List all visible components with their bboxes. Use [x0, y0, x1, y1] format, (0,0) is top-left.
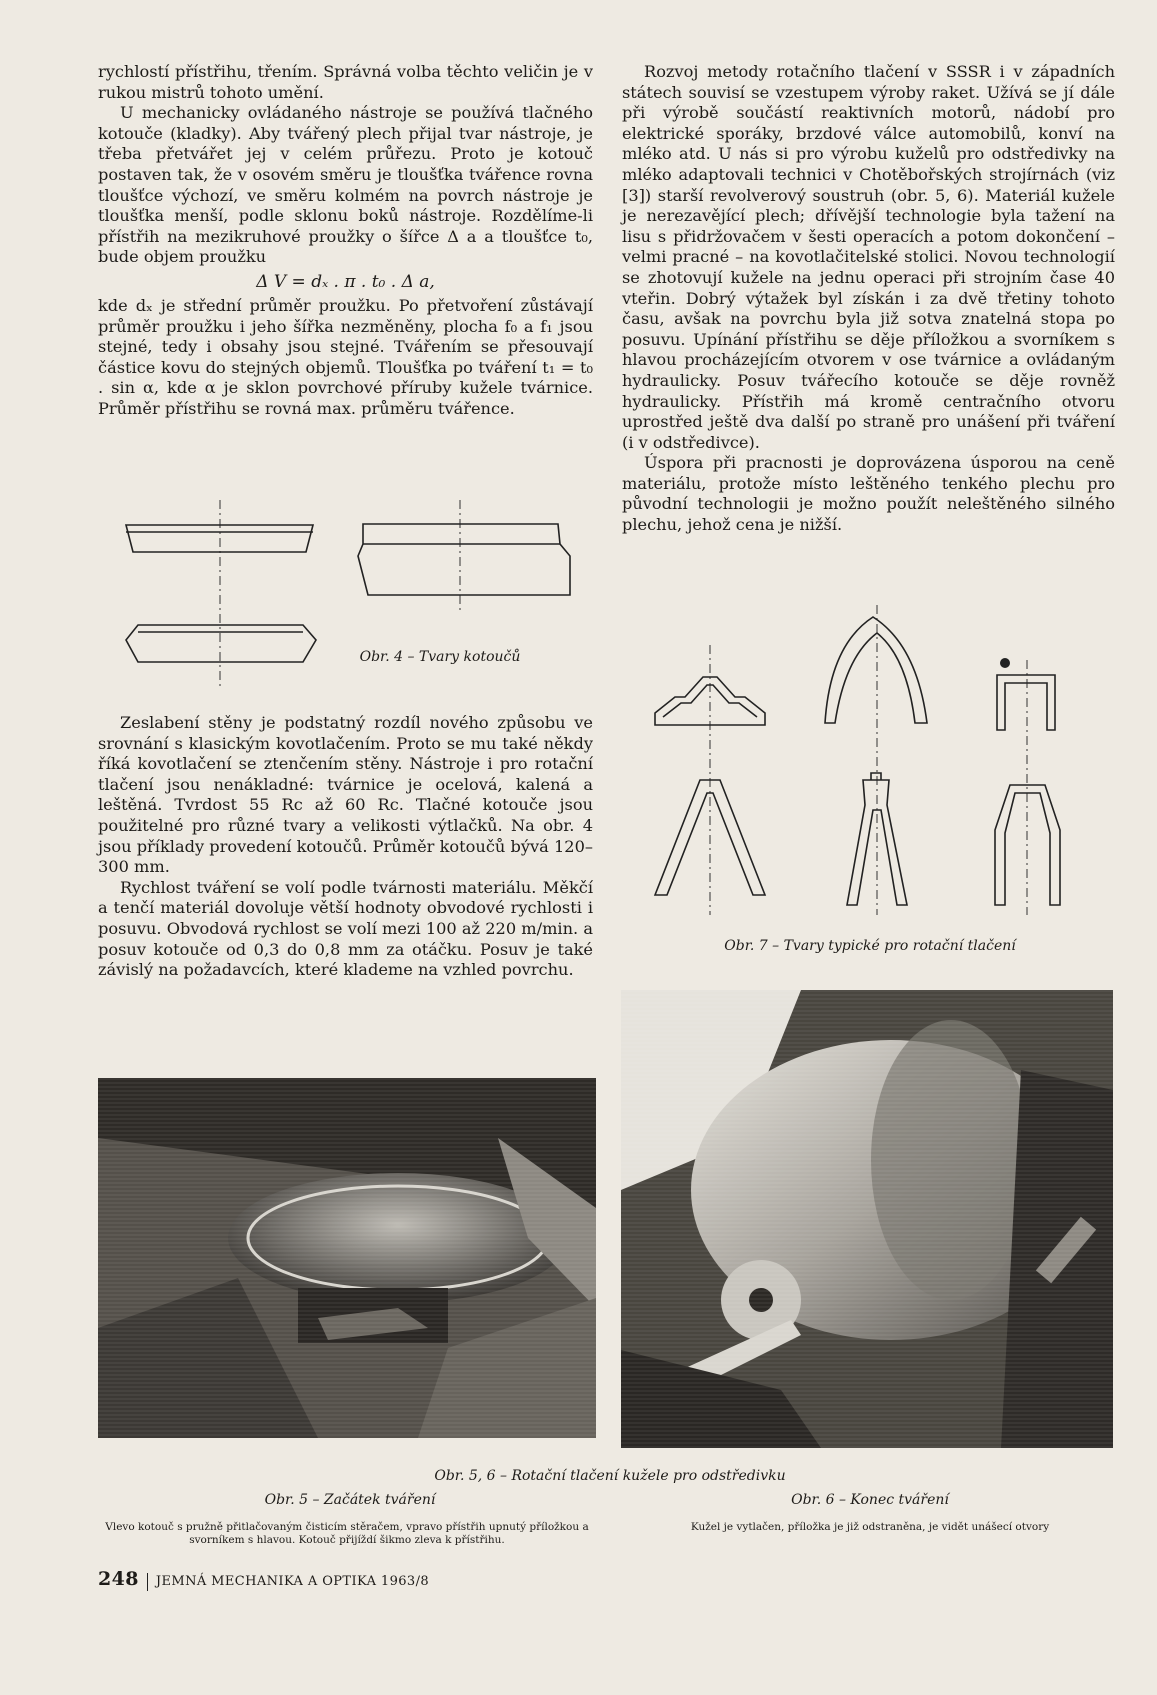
figure-7-typical-shapes [645, 605, 1085, 925]
figure-5-6-caption: Obr. 5, 6 – Rotační tlačení kužele pro odstředivku [434, 1468, 786, 1484]
page-footer [98, 1568, 429, 1591]
page-number: 248 [98, 1568, 139, 1590]
figure-6-note: Kužel je vytlačen, příložka je již odstraněna, je vidět unášecí otvory [690, 1521, 1050, 1533]
paragraph: Úspora při pracnosti je doprovázena úsporou na ceně materiálu, protože místo leštěného tenkého plechu pro původní technologii je možno použít neleštěného silného plechu, jehož cena je nižší. [622, 453, 1115, 535]
figure-6-caption: Obr. 6 – Konec tváření [791, 1492, 949, 1508]
paragraph: Rychlost tváření se volí podle tvárnosti materiálu. Měkčí a tenčí materiál dovoluje větší hodnoty obvodové rychlosti i posuvu. Obvodová rychlost se volí mezi 100 až 220 m/min. a posuv kotouče od 0,3 do 0,8 mm za otáčku. Posuv je také závislý na požadavcích, které klademe na vzhled povrchu. [98, 877, 593, 980]
right-column [622, 62, 1115, 536]
paragraph: Zeslabení stěny je podstatný rozdíl nového způsobu ve srovnání s klasickým kovotlačením. Proto se mu také někdy říká kovotlačení se ztenčením stěny. Nástroje i pro rotační tlačení jsou nenákladné: tvárnice je ocelová, kalená a leštěná. Tvrdost 55 Rc až 60 Rc. Tlačné kotouče jsou použitelné pro různé tvary a velikosti výtlačků. Na obr. 4 jsou příklady provedení kotoučů. Průměr kotoučů bývá 120–300 mm. [98, 713, 593, 877]
footer-divider [147, 1573, 148, 1591]
left-column-top [98, 62, 593, 420]
figure-5-note: Vlevo kotouč s pružně přitlačovaným čisticím stěračem, vpravo přístřih upnutý příložkou a svorníkem s hlavou. Kotouč přijíždí šikmo zleva k přístřihu. [105, 1521, 589, 1546]
journal-title: JEMNÁ MECHANIKA A OPTIKA 1963/8 [155, 1574, 430, 1589]
photo-figure-6 [621, 990, 1113, 1448]
figure-7-caption: Obr. 7 – Tvary typické pro rotační tlačení [724, 938, 1016, 954]
paragraph: U mechanicky ovládaného nástroje se používá tlačného kotouče (kladky). Aby tvářený plech přijal tvar nástroje, je třeba přetvářet jej v celém průřezu. Proto je kotouč postaven tak, že v osovém směru je tloušťka tvářence rovna tloušťce výchozí, ve směru kolmém na povrch nástroje je tloušťka menší, podle sklonu boků nástroje. Rozdělíme-li přístřih na mezikruhové proužky o šířce Δ a a tloušťce t₀, bude objem proužku [98, 103, 593, 267]
left-column-bottom [98, 713, 593, 981]
paragraph: Rozvoj metody rotačního tlačení v SSSR i v západních státech souvisí se vzestupem výroby raket. Užívá se jí dále při výrobě součástí reaktivních motorů, nádobí pro elektrické sporáky, brzdové válce automobilů, konví na mléko atd. U nás si pro výrobu kuželů pro odstředivky na mléko adaptovali technici v Chotěbořských strojírnách (viz [3]) starší revolverový soustruh (obr. 5, 6). Materiál kužele je nerezavějící plech; dřívější technologie byla tažení na lisu s přidržovačem v šesti operacích a potom dokončení – velmi pracné – na kovotlačitelské stolici. Novou technologií se zhotovují kužele na jednu operaci při strojním čase 40 vteřin. Dobrý výtažek byl získán i za dvě třetiny tohoto času, avšak na povrchu byla již sotva znatelná stopa po posuvu. Upínání přístřihu se děje příložkou a svorníkem s hlavou procházejícím otvorem v ose tvárnice a ovládaným hydraulicky. Posuv tvářecího kotouče se děje rovněž hydraulicky. Přístřih má kromě centračního otvoru uprostřed ještě dva další po straně pro unášení při tváření (i v odstředivce). [622, 62, 1115, 452]
formula: Δ V = dₓ . π . t₀ . Δ a, [256, 271, 435, 292]
figure-4-caption: Obr. 4 – Tvary kotoučů [359, 649, 521, 665]
paragraph: kde dₓ je střední průměr proužku. Po přetvoření zůstávají průměr proužku i jeho šířka nezměněny, plocha f₀ a f₁ jsou stejné, tedy i obsahy jsou stejné. Tvářením se přesouvají částice kovu do stejných objemů. Tloušťka po tváření t₁ = t₀ . sin α, kde α je sklon povrchové příruby kužele tvárnice. Průměr přístřihu se rovná max. průměru tvářence. [98, 295, 593, 418]
paragraph: rychlostí přístřihu, třením. Správná volba těchto veličin je v rukou mistrů tohoto umění. [98, 62, 593, 102]
photo-figure-5 [98, 1078, 596, 1438]
figure-5-caption: Obr. 5 – Začátek tváření [264, 1492, 436, 1508]
